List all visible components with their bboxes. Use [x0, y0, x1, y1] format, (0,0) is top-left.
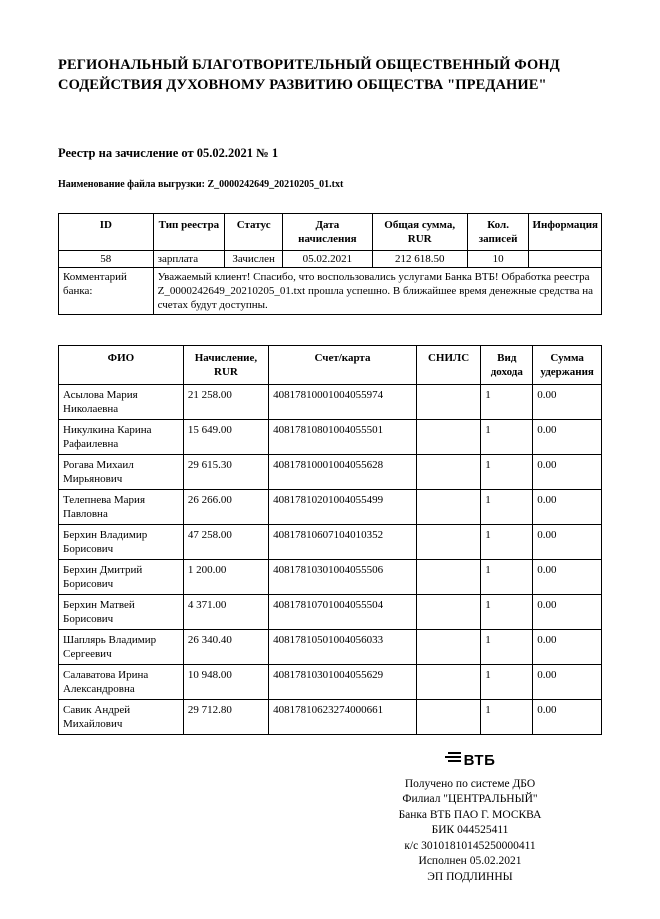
column-header-amount: Начисление, RUR — [183, 346, 268, 385]
cell-fio: Асылова Мария Николаевна — [59, 385, 184, 420]
cell-holding: 0.00 — [533, 420, 602, 455]
registry-subtitle: Реестр на зачисление от 05.02.2021 № 1 — [58, 146, 279, 160]
cell-account: 40817810001004055974 — [269, 385, 417, 420]
stamp-line-6: Исполнен 05.02.2021 — [418, 855, 522, 867]
column-header-type: Тип реестра — [153, 214, 225, 251]
cell-account: 40817810701004055504 — [269, 595, 417, 630]
cell-amount: 29 615.30 — [183, 455, 268, 490]
cell-holding: 0.00 — [533, 595, 602, 630]
cell-date: 05.02.2021 — [283, 251, 373, 268]
cell-holding: 0.00 — [533, 700, 602, 735]
cell-holding: 0.00 — [533, 630, 602, 665]
stamp-line-5: к/с 30101810145250000411 — [404, 839, 536, 852]
table-row — [59, 700, 602, 735]
page-title: РЕГИОНАЛЬНЫЙ БЛАГОТВОРИТЕЛЬНЫЙ ОБЩЕСТВЕННЫЙ ФОНД СОДЕЙСТВИЯ ДУХОВНОМУ РАЗВИТИЮ ОБЩЕСТВА "ПРЕДАНИЕ" — [58, 57, 560, 93]
cell-amount: 47 258.00 — [183, 525, 268, 560]
vtb-bars-icon — [445, 752, 461, 764]
bank-comment-text: Уважаемый клиент! Спасибо, что воспользовались услугами Банка ВТБ! Обработка реестра Z_0000242649_20210205_01.txt прошла успешно. В ближайшее время денежные средства на счетах будут доступны. — [153, 268, 601, 315]
cell-holding: 0.00 — [533, 385, 602, 420]
cell-amount: 4 371.00 — [183, 595, 268, 630]
table-row — [59, 595, 602, 630]
table-row — [59, 455, 602, 490]
column-header-info: Информация — [529, 214, 602, 251]
cell-type: зарплата — [153, 251, 225, 268]
cell-amount: 26 340.40 — [183, 630, 268, 665]
registry-summary-table — [58, 213, 602, 315]
cell-income-kind: 1 — [481, 385, 533, 420]
column-header-id: ID — [59, 214, 154, 251]
cell-account: 40817810801004055501 — [269, 420, 417, 455]
cell-fio: Берхин Владимир Борисович — [59, 525, 184, 560]
cell-fio: Никулкина Карина Рафаилевна — [59, 420, 184, 455]
cell-holding: 0.00 — [533, 560, 602, 595]
cell-account: 40817810001004055628 — [269, 455, 417, 490]
cell-holding: 0.00 — [533, 455, 602, 490]
column-header-count: Кол. записей — [467, 214, 529, 251]
cell-status: Зачислен — [225, 251, 283, 268]
cell-fio: Берхин Матвей Борисович — [59, 595, 184, 630]
bank-stamp — [338, 752, 602, 885]
column-header-holding: Сумма удержания — [533, 346, 602, 385]
stamp-line-2: Филиал "ЦЕНТРАЛЬНЫЙ" — [402, 793, 538, 805]
cell-fio: Шаплярь Владимир Сергеевич — [59, 630, 184, 665]
table-row — [59, 630, 602, 665]
table-row — [59, 560, 602, 595]
cell-id: 58 — [59, 251, 154, 268]
cell-account: 40817810201004055499 — [269, 490, 417, 525]
table-row — [59, 665, 602, 700]
column-header-income-kind: Вид дохода — [481, 346, 533, 385]
cell-info — [529, 251, 602, 268]
table-row — [59, 385, 602, 420]
cell-income-kind: 1 — [481, 525, 533, 560]
cell-income-kind: 1 — [481, 490, 533, 525]
cell-income-kind: 1 — [481, 700, 533, 735]
cell-snils — [416, 630, 480, 665]
table-row — [59, 251, 602, 268]
table-row — [59, 420, 602, 455]
cell-amount: 29 712.80 — [183, 700, 268, 735]
cell-snils — [416, 560, 480, 595]
column-header-status: Статус — [225, 214, 283, 251]
bank-comment-label: Комментарий банка: — [59, 268, 154, 315]
cell-account: 40817810501004056033 — [269, 630, 417, 665]
cell-snils — [416, 700, 480, 735]
cell-snils — [416, 595, 480, 630]
table-header-row — [59, 346, 602, 385]
cell-income-kind: 1 — [481, 630, 533, 665]
export-file-name: Наименование файла выгрузки: Z_0000242649_20210205_01.txt — [58, 179, 344, 190]
cell-income-kind: 1 — [481, 560, 533, 595]
table-header-row — [59, 214, 602, 251]
cell-snils — [416, 525, 480, 560]
cell-holding: 0.00 — [533, 665, 602, 700]
cell-income-kind: 1 — [481, 420, 533, 455]
stamp-line-7: ЭП ПОДЛИННЫ — [427, 870, 513, 883]
cell-account: 40817810301004055629 — [269, 665, 417, 700]
cell-account: 40817810607104010352 — [269, 525, 417, 560]
cell-fio: Рогава Михаил Мирьянович — [59, 455, 184, 490]
column-header-fio: ФИО — [59, 346, 184, 385]
cell-income-kind: 1 — [481, 455, 533, 490]
vtb-logo-text: ВТБ — [463, 752, 496, 769]
bank-comment-row — [59, 268, 602, 315]
cell-snils — [416, 490, 480, 525]
stamp-line-1: Получено по системе ДБО — [404, 777, 536, 790]
cell-snils — [416, 385, 480, 420]
cell-fio: Берхин Дмитрий Борисович — [59, 560, 184, 595]
cell-holding: 0.00 — [533, 525, 602, 560]
cell-fio: Салаватова Ирина Александровна — [59, 665, 184, 700]
cell-amount: 15 649.00 — [183, 420, 268, 455]
table-row — [59, 525, 602, 560]
cell-snils — [416, 455, 480, 490]
column-header-account: Счет/карта — [269, 346, 417, 385]
cell-total: 212 618.50 — [372, 251, 467, 268]
column-header-date: Дата начисления — [283, 214, 373, 251]
payments-table — [58, 345, 602, 735]
cell-fio: Телепнева Мария Павловна — [59, 490, 184, 525]
stamp-line-4: БИК 044525411 — [431, 824, 509, 836]
stamp-line-3: Банка ВТБ ПАО Г. МОСКВА — [398, 808, 542, 821]
cell-amount: 1 200.00 — [183, 560, 268, 595]
cell-amount: 26 266.00 — [183, 490, 268, 525]
table-row — [59, 490, 602, 525]
cell-amount: 21 258.00 — [183, 385, 268, 420]
cell-snils — [416, 665, 480, 700]
column-header-total: Общая сумма, RUR — [372, 214, 467, 251]
cell-snils — [416, 420, 480, 455]
cell-amount: 10 948.00 — [183, 665, 268, 700]
cell-income-kind: 1 — [481, 665, 533, 700]
cell-account: 40817810623274000661 — [269, 700, 417, 735]
column-header-snils: СНИЛС — [416, 346, 480, 385]
vtb-logo — [338, 752, 602, 769]
cell-count: 10 — [467, 251, 529, 268]
cell-holding: 0.00 — [533, 490, 602, 525]
cell-fio: Савик Андрей Михайлович — [59, 700, 184, 735]
cell-income-kind: 1 — [481, 595, 533, 630]
cell-account: 40817810301004055506 — [269, 560, 417, 595]
